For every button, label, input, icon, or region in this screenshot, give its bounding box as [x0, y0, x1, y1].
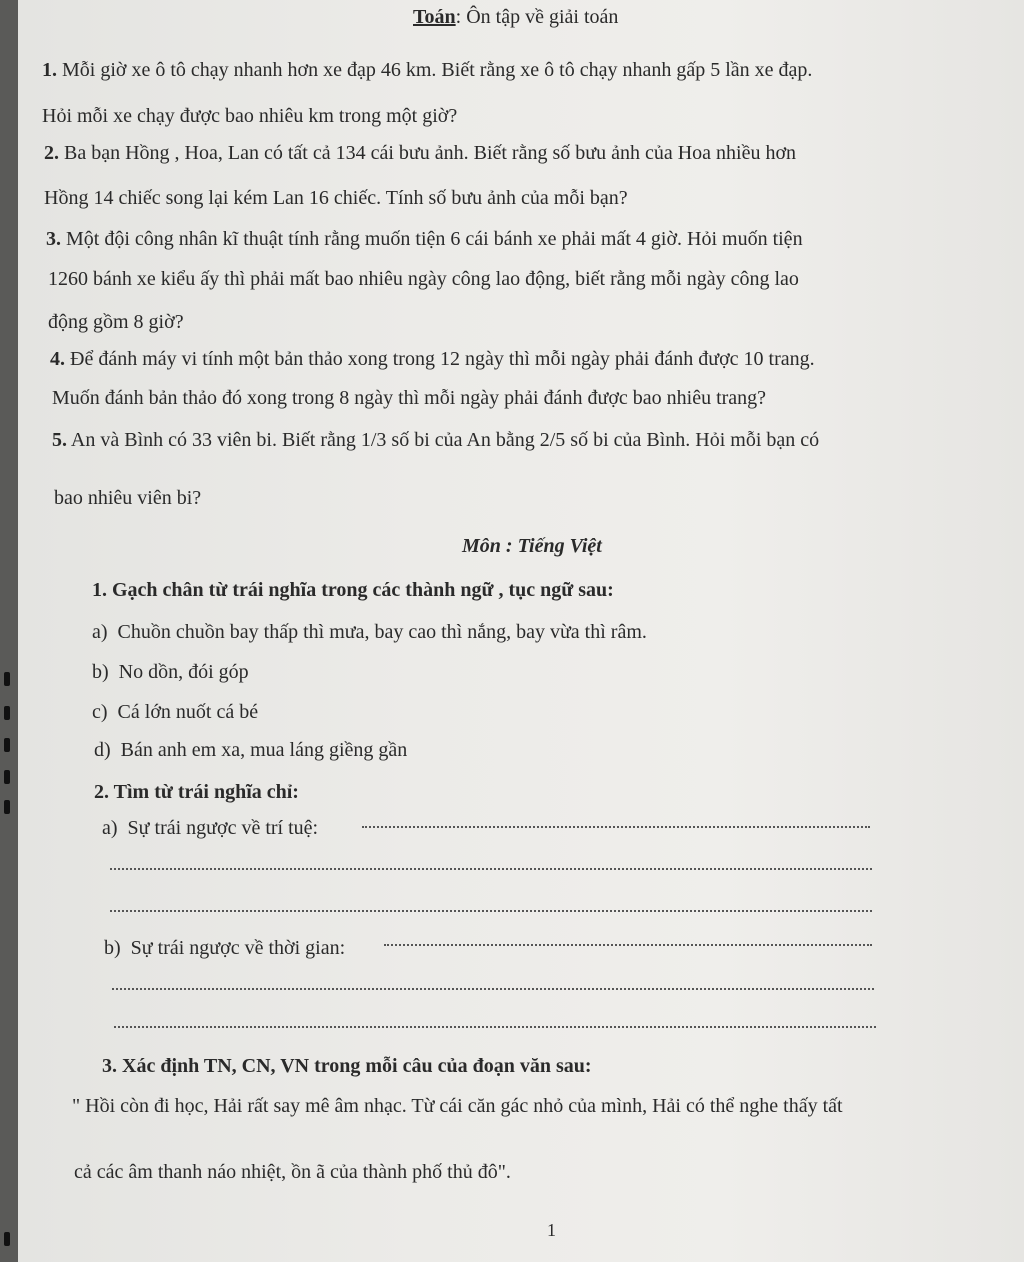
math-problem-1-line-2: Hỏi mỗi xe chạy được bao nhiêu km trong một giờ? — [42, 105, 458, 127]
page-edge-shadow — [0, 0, 18, 1262]
answer-line[interactable] — [114, 1026, 876, 1028]
math-problem-2-line-2: Hồng 14 chiếc song lại kém Lan 16 chiếc. Tính số bưu ảnh của mỗi bạn? — [44, 187, 628, 209]
q1-item-c: c) Cá lớn nuốt cá bé — [92, 701, 259, 723]
title-subject: Toán — [413, 6, 456, 28]
math-problem-5-line-1: 5. An và Bình có 33 viên bi. Biết rằng 1/3 số bi của An bằng 2/5 số bi của Bình. Hỏi mỗi bạn có — [52, 429, 820, 451]
binding-hole-mark — [4, 770, 10, 784]
math-problem-2-line-1: 2. Ba bạn Hồng , Hoa, Lan có tất cả 134 cái bưu ảnh. Biết rằng số bưu ảnh của Hoa nhiều hơn — [44, 142, 797, 164]
math-problem-1-line-1: 1. Mỗi giờ xe ô tô chạy nhanh hơn xe đạp 46 km. Biết rằng xe ô tô chạy nhanh gấp 5 lần xe đạp. — [42, 59, 813, 81]
section-title: Môn : Tiếng Việt — [462, 535, 602, 557]
page-title — [413, 6, 618, 29]
answer-line[interactable] — [384, 944, 872, 946]
q1-item-d: d) Bán anh em xa, mua láng giềng gần — [94, 739, 408, 761]
answer-line[interactable] — [110, 910, 872, 912]
q1-item-a: a) Chuồn chuồn bay thấp thì mưa, bay cao thì nắng, bay vừa thì râm. — [92, 621, 647, 643]
q1-item-b: b) No dồn, đói góp — [92, 661, 249, 683]
binding-hole-mark — [4, 706, 10, 720]
binding-hole-mark — [4, 672, 10, 686]
q2-item-b: b) Sự trái ngược về thời gian: — [104, 937, 346, 959]
answer-line[interactable] — [362, 826, 870, 828]
q3-passage-line-1: " Hồi còn đi học, Hải rất say mê âm nhạc. Từ cái căn gác nhỏ của mình, Hải có thể nghe thấy tất — [72, 1095, 843, 1117]
binding-hole-mark — [4, 738, 10, 752]
math-problem-4-line-2: Muốn đánh bản thảo đó xong trong 8 ngày thì mỗi ngày phải đánh được bao nhiêu trang? — [52, 387, 767, 409]
binding-hole-mark — [4, 1232, 10, 1246]
q3-passage-line-2: cả các âm thanh náo nhiệt, ồn ã của thành phố thủ đô". — [74, 1161, 511, 1183]
math-problem-3-line-3: động gồm 8 giờ? — [48, 311, 184, 333]
worksheet-page — [18, 0, 1024, 1262]
vietnamese-q1-heading: 1. Gạch chân từ trái nghĩa trong các thành ngữ , tục ngữ sau: — [92, 579, 614, 601]
math-problem-4-line-1: 4. Để đánh máy vi tính một bản thảo xong trong 12 ngày thì mỗi ngày phải đánh được 10 trang. — [50, 348, 815, 370]
answer-line[interactable] — [110, 868, 872, 870]
binding-hole-mark — [4, 800, 10, 814]
title-rest: : Ôn tập về giải toán — [455, 6, 619, 28]
vietnamese-q2-heading: 2. Tìm từ trái nghĩa chỉ: — [94, 781, 299, 803]
q2-item-a: a) Sự trái ngược về trí tuệ: — [102, 817, 319, 839]
math-problem-5-line-2: bao nhiêu viên bi? — [54, 487, 202, 509]
page-number: 1 — [547, 1220, 556, 1240]
answer-line[interactable] — [112, 988, 874, 990]
math-problem-3-line-2: 1260 bánh xe kiểu ấy thì phải mất bao nhiêu ngày công lao động, biết rằng mỗi ngày công lao — [48, 268, 799, 290]
vietnamese-q3-heading: 3. Xác định TN, CN, VN trong mỗi câu của đoạn văn sau: — [102, 1055, 592, 1077]
math-problem-3-line-1: 3. Một đội công nhân kĩ thuật tính rằng muốn tiện 6 cái bánh xe phải mất 4 giờ. Hỏi muốn tiện — [46, 228, 803, 250]
